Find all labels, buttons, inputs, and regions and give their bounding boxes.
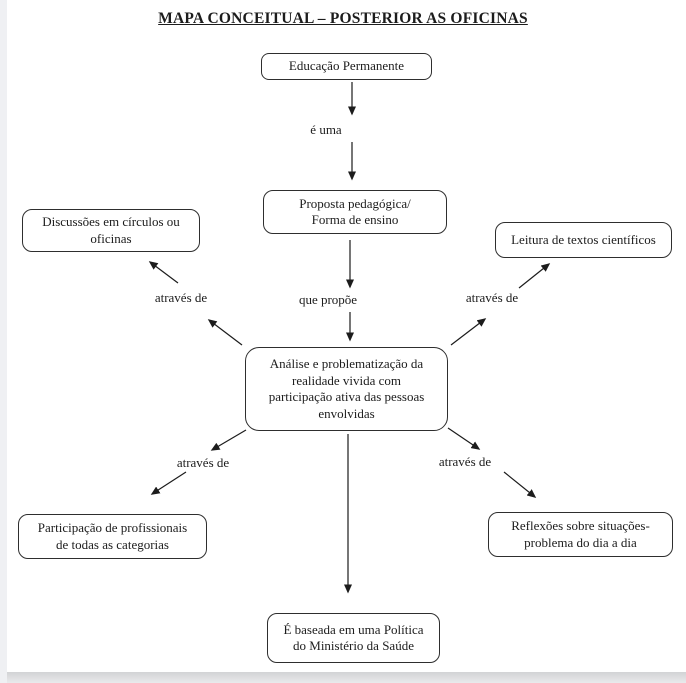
concept-node-text: oficinas [90,230,132,246]
concept-node-educacao-permanente [261,53,432,80]
arrow-atravesde-tl-outer [150,262,178,283]
arrow-analise-to-atravesde-tr [451,319,485,345]
edge-label-atraves-de-top-right: através de [465,290,519,305]
edge-label-atraves-de-bottom-right: através de [438,454,492,469]
arrow-analise-to-atravesde-bl [212,430,246,450]
concept-node-text: Educação Permanente [288,58,405,74]
concept-node-text: envolvidas [318,405,375,421]
concept-node-analise-problematizacao [245,347,448,431]
page-bottom-shadow [7,672,686,683]
edge-label-atraves-de-top-left: através de [154,290,208,305]
edge-label-que-propoe: que propõe [298,292,358,307]
concept-node-text: Discussões em círculos ou [42,214,180,229]
concept-node-text: problema do dia a dia [524,534,637,550]
concept-node-reflexoes-situacoes [488,512,673,557]
concept-node-discussoes-circulos [22,209,200,252]
concept-node-participacao-profissionais [18,514,207,559]
concept-node-leitura-textos [495,222,672,258]
edge-label-atraves-de-bottom-left: através de [176,455,230,470]
concept-node-text: É baseada em uma Política [283,621,424,637]
concept-node-text: Reflexões sobre situações- [511,518,650,533]
arrow-atravesde-bl-outer [152,472,186,494]
concept-node-text: do Ministério da Saúde [293,638,414,653]
arrow-atravesde-tr-outer [519,264,549,288]
concept-node-text: Análise e problematização da [269,356,424,371]
concept-node-proposta-pedagogica [263,190,447,234]
concept-node-text: Forma de ensino [311,212,399,227]
arrow-atravesde-br-outer [504,472,535,497]
edge-label-e-uma: é uma [310,122,342,137]
concept-node-text: Leitura de textos científicos [511,231,656,247]
concept-node-text: de todas as categorias [56,536,169,552]
concept-node-text: Participação de profissionais [37,520,188,535]
concept-node-politica-ministerio [267,613,440,663]
concept-node-text: realidade vivida com [291,372,401,388]
concept-node-text: Proposta pedagógica/ [299,195,411,211]
diagram-title: MAPA CONCEITUAL – POSTERIOR AS OFICINAS [158,10,528,27]
concept-node-text: participação ativa das pessoas [268,389,425,404]
arrow-analise-to-atravesde-tl [209,320,242,345]
arrow-analise-to-atravesde-br [448,428,479,449]
